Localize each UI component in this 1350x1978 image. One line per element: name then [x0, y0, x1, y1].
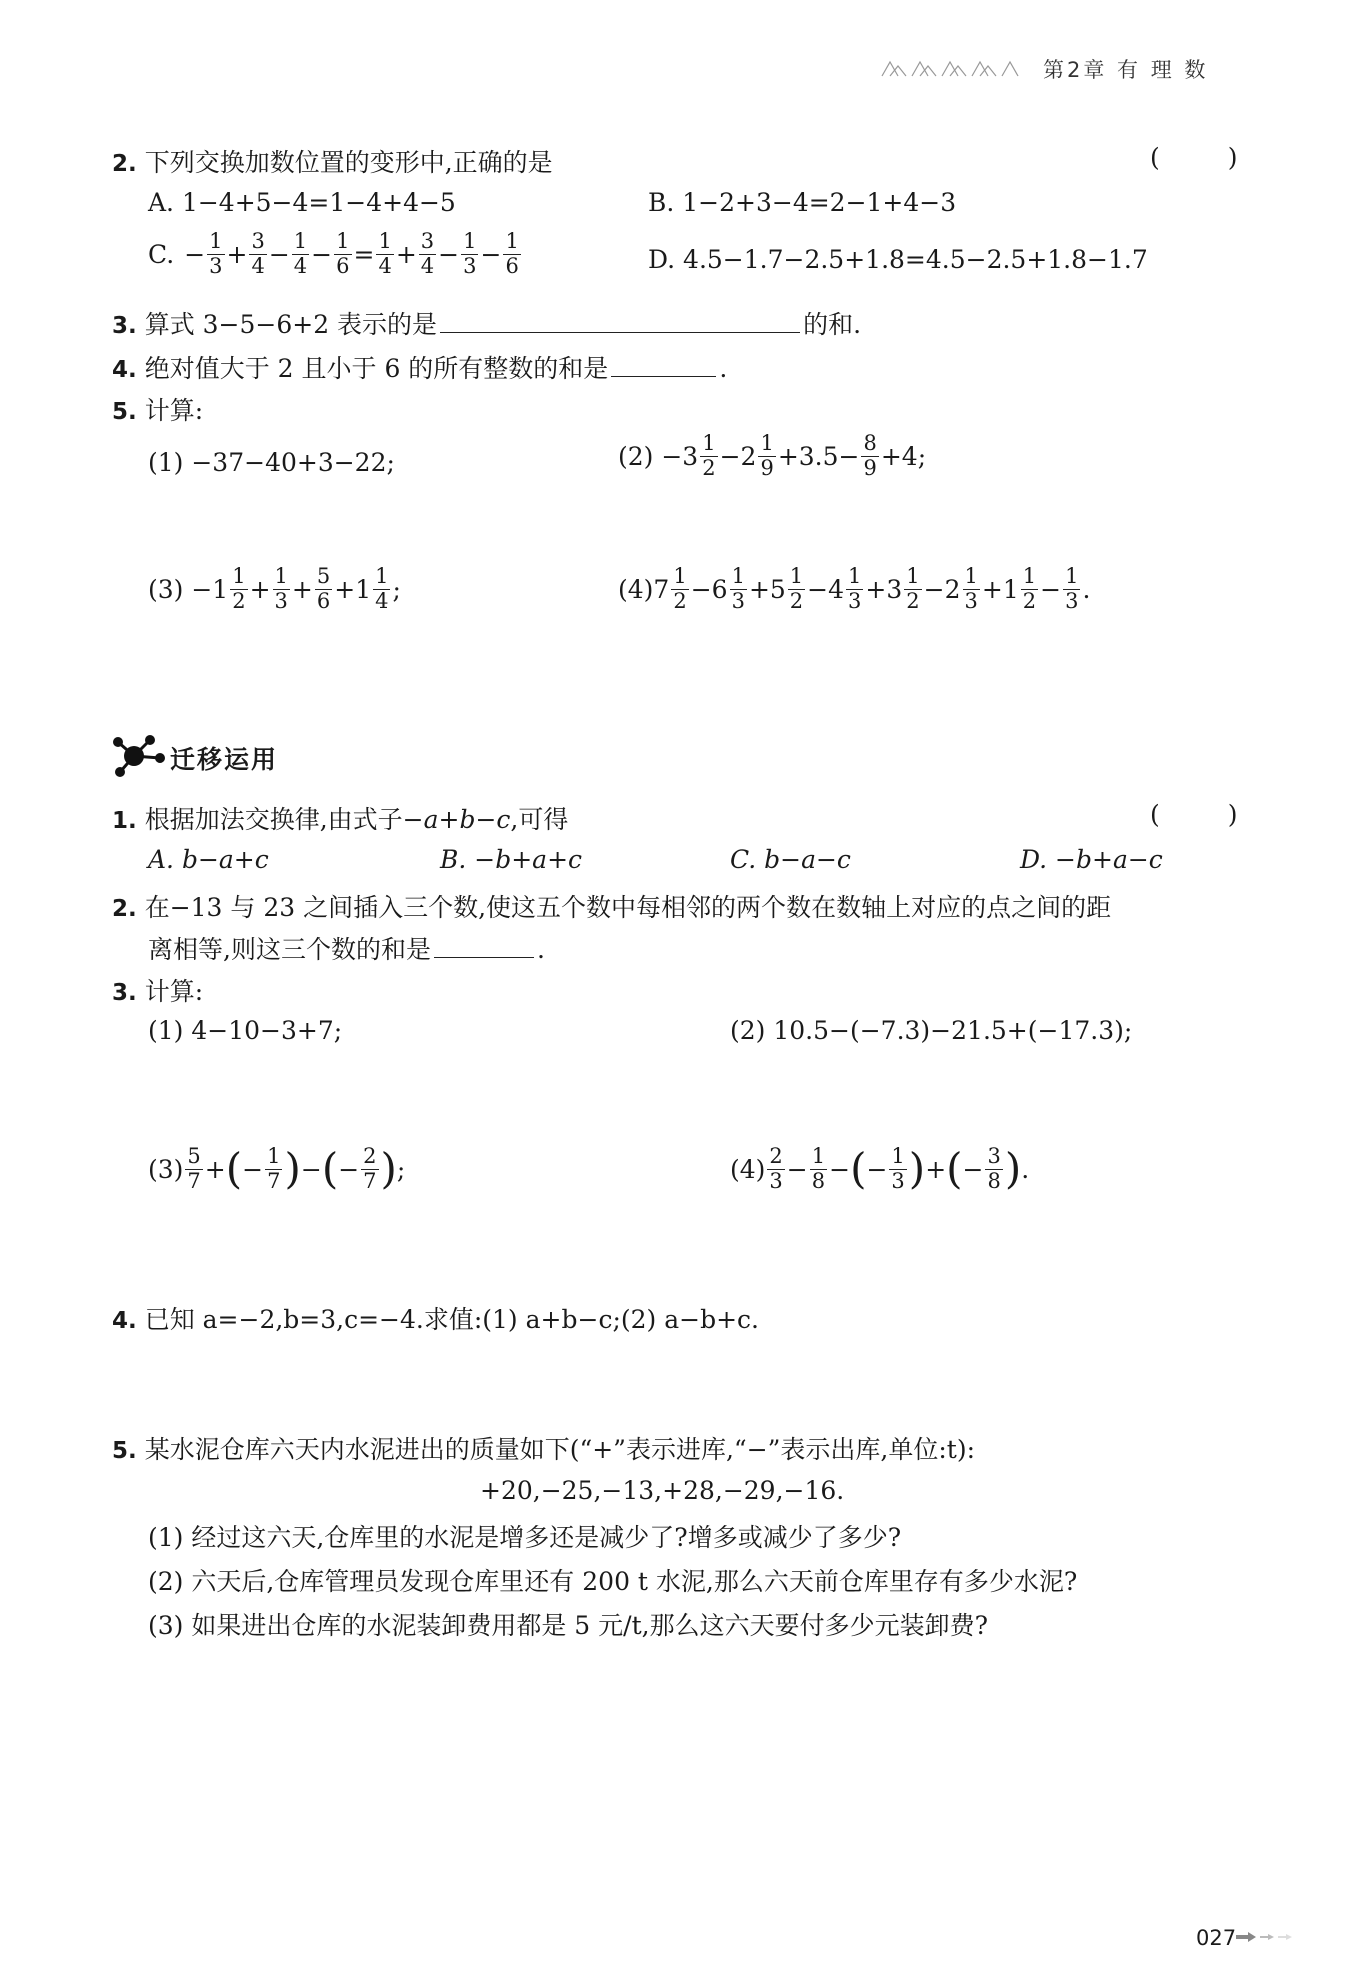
- fraction: $\frac{1}{3}$: [1065, 564, 1079, 613]
- question-text: 算式 3−5−6+2 表示的是: [144, 310, 438, 339]
- question-text-end: ,可得: [510, 805, 569, 834]
- calc-4-expression: [653, 565, 1082, 613]
- option-a: A. 1−4+5−4=1−4+4−5: [148, 188, 456, 217]
- question-text-end: 的和.: [803, 310, 862, 339]
- answer-paren: ( ): [1150, 800, 1268, 829]
- question-4: [112, 349, 727, 385]
- operator: −: [1040, 574, 1062, 604]
- calc-2: (2) 10.5−(−7.3)−21.5+(−17.3);: [730, 1016, 1133, 1045]
- option-b: B. −b+a+c: [440, 845, 583, 874]
- fraction: $\frac{2}{3}$: [769, 1144, 783, 1193]
- fraction: $\frac{1}{3}$: [463, 229, 477, 278]
- question-text: 已知 a=−2,b=3,c=−4.求值:(1) a+b−c;(2) a−b+c.: [144, 1305, 759, 1334]
- fraction: $\frac{1}{2}$: [1022, 564, 1037, 613]
- fraction: $\frac{1}{3}$: [848, 564, 862, 613]
- question-text: 某水泥仓库六天内水泥进出的质量如下(“+”表示进库,“−”表示出库,单位:t):: [144, 1435, 976, 1464]
- answer-blank[interactable]: [611, 350, 716, 377]
- question-3: [112, 305, 861, 341]
- fraction: $\frac{1}{9}$: [760, 431, 774, 480]
- question-text: 根据加法交换律,由式子−: [144, 805, 424, 834]
- operator: −2: [923, 574, 961, 604]
- fraction: $\frac{1}{7}$: [267, 1144, 281, 1193]
- transfer-question-3: [112, 972, 203, 1008]
- fraction: $\frac{1}{2}$: [673, 564, 687, 613]
- option-a: A. b−a+c: [148, 845, 269, 874]
- operator: +: [395, 239, 417, 269]
- transfer-question-4: [112, 1300, 759, 1336]
- expression: a+b−c: [423, 805, 511, 834]
- operator: +: [226, 239, 248, 269]
- fraction: $\frac{3}{4}$: [420, 229, 435, 278]
- operator: +3: [865, 574, 903, 604]
- fraction: $\frac{5}{6}$: [316, 564, 331, 613]
- fraction: $\frac{1}{3}$: [964, 564, 978, 613]
- fraction: $\frac{1}{3}$: [731, 564, 745, 613]
- fraction: $\frac{1}{3}$: [274, 564, 288, 613]
- operator: =: [353, 239, 375, 269]
- transfer-question-2: [112, 888, 1111, 924]
- operator: −: [438, 239, 460, 269]
- option-c: C. b−a−c: [730, 845, 851, 874]
- page-arrow-icon: [1236, 1930, 1296, 1944]
- operator: −: [311, 239, 333, 269]
- calc-2: (2) −3 $\frac{1}{2}$ −2 $\frac{1}{9}$ +3.5− $\frac{8}{9}$ +4;: [618, 431, 927, 480]
- calc-4: (4) 7 $\frac{1}{2}$ −6 $\frac{1}{3}$ +5 $\frac{1}{2}$ −4 $\frac{1}{3}$ +3 $\frac{1}{2}$ −2 $\frac{1}{3}$ +1 $\frac{1}{2}$ − $\frac{1}{3}$ .: [618, 564, 1091, 613]
- option-c-label: C.: [148, 239, 175, 269]
- operator: −: [480, 239, 502, 269]
- question-text-end: .: [536, 935, 545, 964]
- fraction: $\frac{1}{8}$: [811, 1144, 826, 1193]
- question-text: 下列交换加数位置的变形中,正确的是: [144, 148, 553, 177]
- transfer-question-2-line-2: [148, 930, 545, 966]
- header-decoration-icon: [880, 58, 1030, 78]
- fraction: $\frac{1}{2}$: [232, 564, 246, 613]
- answer-paren: ( ): [1150, 143, 1268, 172]
- transfer-question-5: [112, 1430, 975, 1466]
- operator: +5: [748, 574, 786, 604]
- calc-3: (3) −1 $\frac{1}{2}$ + $\frac{1}{3}$ + $\frac{5}{6}$ +1 $\frac{1}{4}$ ;: [148, 564, 401, 613]
- molecule-icon: [110, 732, 166, 780]
- fraction: $\frac{1}{4}$: [293, 229, 308, 278]
- fraction: $\frac{3}{4}$: [251, 229, 265, 278]
- question-number: 3.: [112, 980, 137, 1006]
- sub-question-1: (1) 经过这六天,仓库里的水泥是增多还是减少了?增多或减少了多少?: [148, 1523, 902, 1552]
- fraction: $\frac{1}{3}$: [209, 229, 223, 278]
- fraction: $\frac{1}{3}$: [891, 1144, 905, 1193]
- calc-4: (4) $\frac{2}{3}$ − $\frac{1}{8}$ − ( − $\frac{1}{3}$ ) + ( − $\frac{3}{8}$ ) .: [730, 1144, 1030, 1194]
- question-number: 3.: [112, 313, 137, 339]
- calc-1: (1) 4−10−3+7;: [148, 1016, 343, 1045]
- question-number: 4.: [112, 357, 137, 383]
- fraction: $\frac{1}{6}$: [505, 229, 519, 278]
- operator: +1: [981, 574, 1019, 604]
- question-number: 2.: [112, 151, 137, 177]
- question-number: 4.: [112, 1308, 137, 1334]
- question-number: 5.: [112, 399, 137, 425]
- question-text: 计算:: [144, 396, 204, 425]
- question-number: 1.: [112, 808, 137, 834]
- calc-1: (1) −37−40+3−22;: [148, 448, 395, 477]
- option-c: [148, 230, 523, 278]
- question-text: 计算:: [144, 977, 204, 1006]
- sub-question-2: (2) 六天后,仓库管理员发现仓库里还有 200 t 水泥,那么六天前仓库里存有多少水泥?: [148, 1567, 1078, 1596]
- fraction: $\frac{1}{4}$: [375, 564, 389, 613]
- operator: −: [184, 239, 206, 269]
- operator: −: [268, 239, 290, 269]
- section-title: 迁移运用: [170, 745, 279, 774]
- fraction: $\frac{1}{2}$: [789, 564, 804, 613]
- question-number: 5.: [112, 1438, 137, 1464]
- sub-question-3: (3) 如果进出仓库的水泥装卸费用都是 5 元/t,那么这六天要付多少元装卸费?: [148, 1611, 988, 1640]
- operator: −4: [807, 574, 845, 604]
- answer-blank[interactable]: [440, 306, 800, 333]
- fraction: $\frac{1}{2}$: [702, 431, 716, 480]
- fraction: $\frac{1}{6}$: [336, 229, 350, 278]
- question-text: 离相等,则这三个数的和是: [148, 935, 431, 964]
- calc-3: (3) $\frac{5}{7}$ + ( − $\frac{1}{7}$ ) − ( − $\frac{2}{7}$ ) ;: [148, 1144, 406, 1194]
- question-text: 绝对值大于 2 且小于 6 的所有整数的和是: [144, 354, 609, 383]
- fraction: $\frac{1}{4}$: [378, 229, 392, 278]
- question-text-end: .: [719, 354, 728, 383]
- fraction: $\frac{2}{7}$: [363, 1144, 377, 1193]
- option-d: D. −b+a−c: [1020, 845, 1163, 874]
- transfer-question-1: [112, 800, 568, 836]
- question-2: [112, 143, 553, 179]
- question-text: 在−13 与 23 之间插入三个数,使这五个数中每相邻的两个数在数轴上对应的点之间的距: [144, 893, 1112, 922]
- question-number: 2.: [112, 896, 137, 922]
- warehouse-data: +20,−25,−13,+28,−29,−16.: [480, 1476, 845, 1505]
- answer-blank[interactable]: [434, 931, 534, 958]
- option-d: D. 4.5−1.7−2.5+1.8=4.5−2.5+1.8−1.7: [648, 245, 1148, 274]
- page-number: 027: [1196, 1926, 1237, 1950]
- fraction: $\frac{3}{8}$: [987, 1144, 1001, 1193]
- fraction: $\frac{5}{7}$: [187, 1144, 201, 1193]
- chapter-header: 第2章 有 理 数: [1043, 58, 1209, 82]
- operator: 7: [653, 574, 670, 604]
- option-c-expression: [184, 230, 523, 278]
- operator: −6: [690, 574, 728, 604]
- fraction: $\frac{1}{2}$: [906, 564, 920, 613]
- option-b: B. 1−2+3−4=2−1+4−3: [648, 188, 957, 217]
- question-5: [112, 391, 203, 427]
- fraction: $\frac{8}{9}$: [863, 431, 877, 480]
